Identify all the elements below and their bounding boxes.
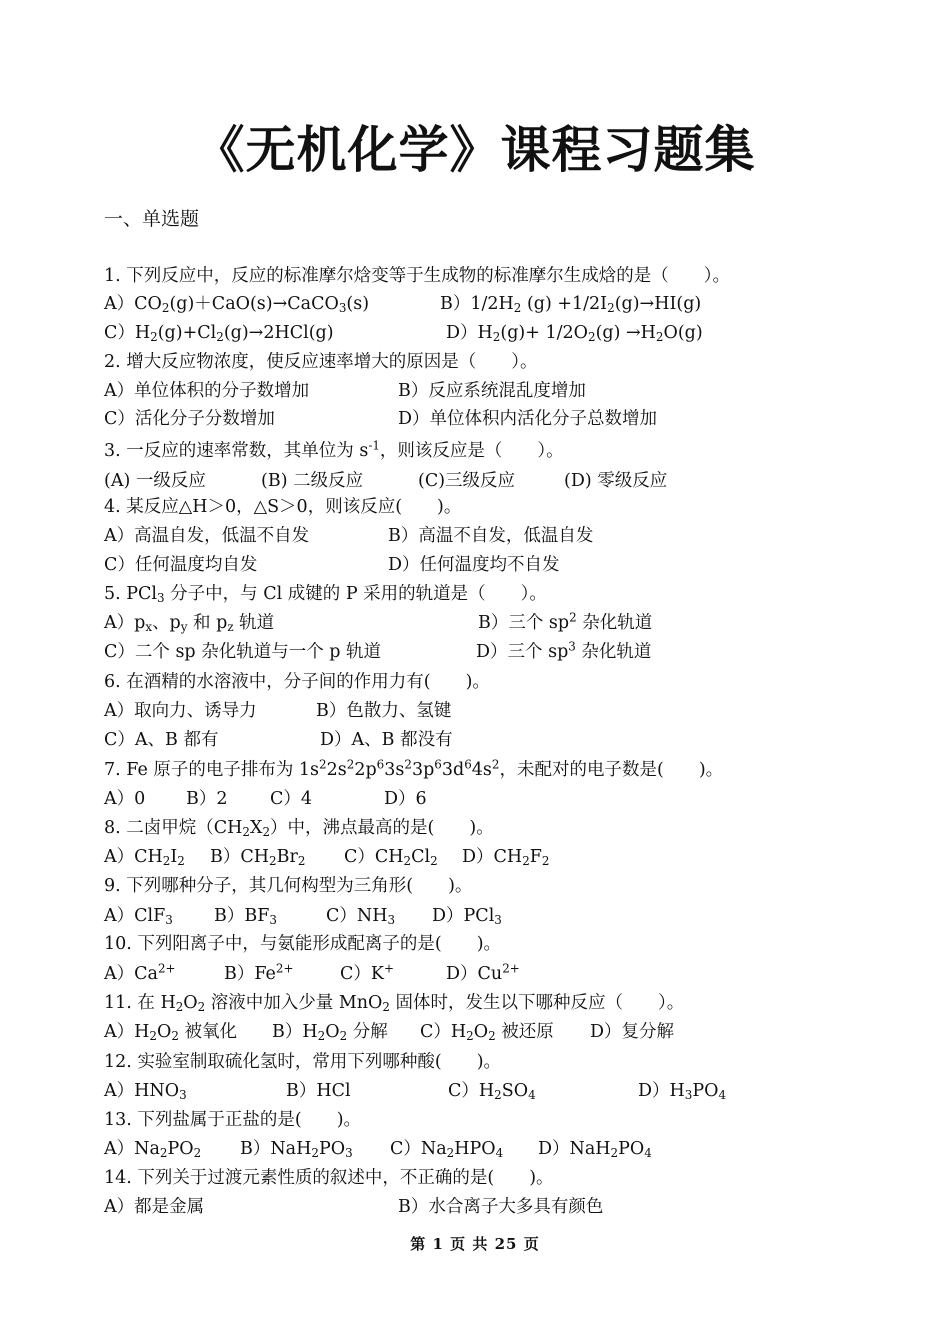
question-stem: 4. 某反应△H＞0，△S＞0，则该反应( )。 [104, 497, 462, 517]
answer-option[interactable]: A）ClF$_3$ [104, 906, 173, 927]
answer-option[interactable]: (A) 一级反应 [104, 471, 206, 491]
answer-option[interactable]: B）色散力、氢键 [316, 701, 452, 721]
answer-option[interactable]: $B)H_2O_2$ 分解 [272, 1022, 388, 1043]
answer-option[interactable]: B）三个 $sp^2$ 杂化轨道 [478, 610, 653, 633]
answer-option[interactable]: D）任何温度均不自发 [388, 555, 560, 575]
answer-option[interactable]: C）A、B 都有 [104, 730, 219, 750]
answer-option[interactable]: C）二个 sp 杂化轨道与一个 p 轨道 [104, 642, 382, 662]
answer-option[interactable]: B）高温不自发，低温自发 [388, 526, 594, 546]
answer-option[interactable]: B）HCl [286, 1081, 351, 1101]
answer-option[interactable]: A）单位体积的分子数增加 [104, 381, 310, 401]
answer-option[interactable]: D）A、B 都没有 [320, 730, 453, 750]
answer-option[interactable]: C）任何温度均自发 [104, 555, 258, 575]
answer-option[interactable]: (C)三级反应 [418, 471, 516, 491]
question-stem: 8. 二卤甲烷$(CH_2X_2)$中，沸点最高的是( )。 [104, 818, 494, 839]
answer-option[interactable]: D）三个 $sp^3$ 杂化轨道 [476, 639, 652, 662]
answer-option[interactable]: $A)CO_2(g)+CaO(s)\to CaCO_3(s)$ [104, 294, 370, 315]
answer-option[interactable]: $D)Cu^{2+}$ [446, 961, 520, 984]
question-stem: 14. 下列关于过渡元素性质的叙述中，不正确的是( )。 [104, 1168, 554, 1188]
page-footer: 第 1 页 共 25 页 [410, 1235, 540, 1253]
answer-option[interactable]: C）K+ [340, 961, 394, 984]
answer-option[interactable]: C）活化分子分数增加 [104, 409, 275, 429]
question-stem: 5. PCl$_3$ 分子中，与 Cl 成键的 P 采用的轨道是（ ）。 [104, 584, 547, 605]
answer-option[interactable]: $C)H_2(g)+Cl_2(g)\to 2HCl(g)$ [104, 323, 334, 344]
answer-option[interactable]: $A)CH_2I_2$ [104, 847, 185, 868]
answer-option[interactable]: $D)H_3PO_4$ [638, 1081, 727, 1102]
answer-option[interactable]: D）单位体积内活化分子总数增加 [398, 409, 658, 429]
answer-option[interactable]: $C)NH_3$ [326, 906, 396, 927]
question-stem: 13. 下列盐属于正盐的是( )。 [104, 1110, 362, 1130]
question-stem: 9. 下列哪种分子，其几何构型为三角形( )。 [104, 876, 473, 896]
answer-option[interactable]: $A)Na_2PO_2$ [104, 1139, 202, 1160]
answer-option[interactable]: $C)H_2O_2$ 被还原 [420, 1022, 554, 1043]
answer-option[interactable]: $A)H_2O_2$ 被氧化 [104, 1022, 237, 1043]
answer-option[interactable]: (B) 二级反应 [261, 471, 364, 491]
answer-option[interactable]: $D)H_2(g)+ 1/2O_2(g) \to H_2O(g)$ [446, 323, 703, 344]
answer-option[interactable]: $C)Na_2HPO_4$ [390, 1139, 504, 1160]
answer-option[interactable]: $A)HNO_3$ [104, 1081, 187, 1102]
answer-option[interactable]: $B)NaH_2PO_3$ [240, 1139, 353, 1160]
question-stem: 10. 下列阳离子中，与氨能形成配离子的是( )。 [104, 934, 502, 954]
answer-option[interactable]: D）PCl$_3$ [432, 906, 502, 927]
question-stem: 1. 下列反应中，反应的标准摩尔焓变等于生成物的标准摩尔生成焓的是（ ）。 [104, 266, 731, 286]
page-title: 《无机化学》课程习题集 [194, 121, 756, 179]
answer-option[interactable]: $B)CH_2Br_2$ [210, 847, 306, 868]
answer-option[interactable]: $D)CH_2F_2$ [462, 847, 550, 868]
answer-option[interactable]: A）高温自发，低温不自发 [104, 526, 310, 546]
answer-option[interactable]: D）6 [384, 789, 427, 809]
question-stem: 3. 一反应的速率常数，其单位为 $s^{-1}$，则该反应是（ ）。 [104, 438, 564, 461]
question-stem: 11. 在 $H_2O_2$ 溶液中加入少量 MnO$_2$ 固体时，发生以下哪种反应（ ）。 [104, 993, 685, 1014]
answer-option[interactable]: D）复分解 [590, 1022, 675, 1042]
question-stem: 6. 在酒精的水溶液中，分子间的作用力有( )。 [104, 672, 490, 692]
question-stem: 2. 增大反应物浓度，使反应速率增大的原因是（ ）。 [104, 352, 538, 372]
answer-option[interactable]: $A)p_x$、$p_y$ 和 $p_z$ 轨道 [104, 613, 275, 634]
answer-option[interactable]: $C)H_2SO_4$ [448, 1081, 536, 1102]
answer-option[interactable]: B）2 [186, 789, 228, 809]
answer-option[interactable]: $A)Ca^{2+}$ [104, 961, 176, 984]
answer-option[interactable]: C）4 [270, 789, 313, 809]
question-stem: 7. Fe 原子的电子排布为 $1s^22s^22p^63s^23p^63d^64s^2$，未配对的电子数是( )。 [104, 757, 724, 780]
answer-option[interactable]: A）取向力、诱导力 [104, 701, 257, 721]
section-heading: 一、单选题 [104, 208, 200, 230]
answer-option[interactable]: (D) 零级反应 [564, 471, 668, 491]
answer-option[interactable]: A）0 [104, 789, 146, 809]
answer-option[interactable]: $B)BF_3$ [214, 906, 277, 927]
answer-option[interactable]: B）水合离子大多具有颜色 [398, 1197, 604, 1217]
answer-option[interactable]: $C)CH_2Cl_2$ [344, 847, 438, 868]
question-stem: 12. 实验室制取硫化氢时，常用下列哪种酸( )。 [104, 1052, 502, 1072]
answer-option[interactable]: $D)NaH_2PO_4$ [538, 1139, 652, 1160]
answer-option[interactable]: A）都是金属 [104, 1197, 205, 1217]
answer-option[interactable]: $B)Fe^{2+}$ [224, 961, 294, 984]
answer-option[interactable]: B）反应系统混乱度增加 [398, 381, 586, 401]
answer-option[interactable]: $B)1/2H_2$ $(g) +1/2I_2(g)\to HI(g)$ [440, 294, 702, 315]
